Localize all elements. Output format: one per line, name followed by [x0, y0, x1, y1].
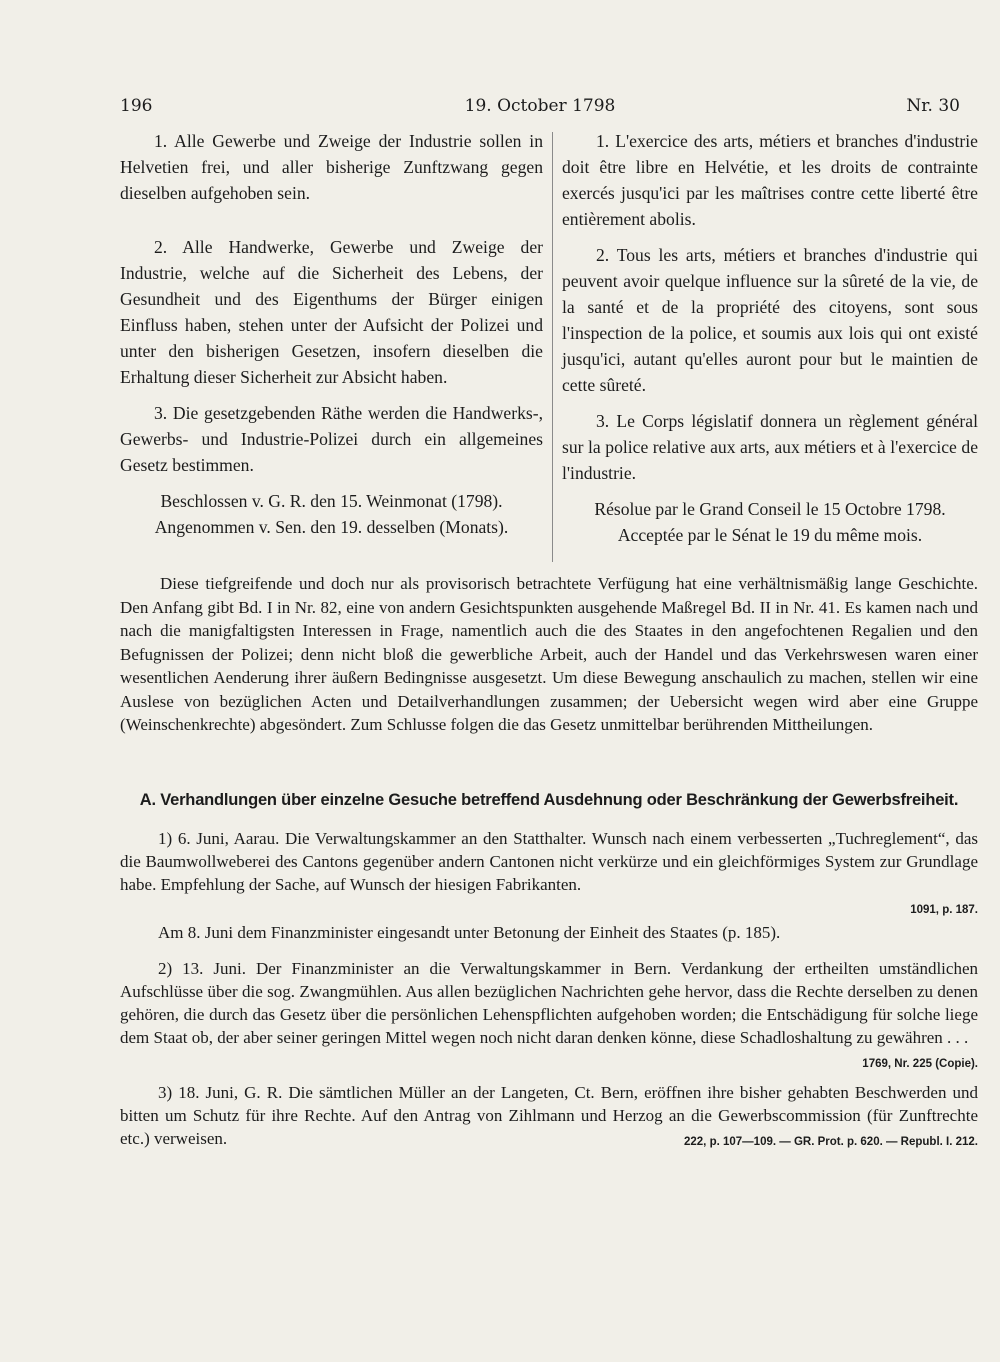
- french-column: [562, 128, 978, 548]
- header-date: 19. October 1798: [464, 96, 616, 116]
- entry-3-reference: 222, p. 107—109. — GR. Prot. p. 620. — Republ. I. 212.: [684, 1136, 978, 1148]
- entry-3-text: 3) 18. Juni, G. R. Die sämtlichen Müller an der Langeten, Ct. Bern, eröffnen ihre bisher gehabten Beschwerden und bitten um Schutz für ihre Rechte. Auf den Antrag von Zihlmann und Herzog an die Gewerbscommission (für Zunftrechte etc.) verweisen.: [120, 1083, 978, 1148]
- column-divider: [552, 132, 553, 562]
- entry-1-reference: 1091, p. 187.: [910, 904, 978, 916]
- german-article-2: 2. Alle Handwerke, Gewerbe und Zweige der Industrie, welche auf die Sicherheit des Lebens, der Gesundheit und des Eigenthums der Bürger einigen Einfluss haben, stehen unter der Aufsicht der Polizei und unter den bisherigen Gesetzen, insofern dieselben die Erhaltung dieser Sicherheit zur Absicht haben.: [120, 237, 543, 387]
- french-article-3: 3. Le Corps législatif donnera un règlement général sur la police relative aux arts, aux métiers et à l'exercice de l'industrie.: [562, 411, 978, 483]
- section-heading: A. Verhandlungen über einzelne Gesuche betreffend Ausdehnung oder Beschränkung der Gewerbsfreiheit.: [139, 791, 959, 809]
- running-header: [120, 96, 960, 122]
- german-resolution-line: Beschlossen v. G. R. den 15. Weinmonat (1798).: [160, 491, 503, 511]
- french-acceptance-line: Acceptée par le Sénat le 19 du même mois.: [617, 525, 923, 545]
- french-article-1: 1. L'exercice des arts, métiers et branches d'industrie doit être libre en Helvétie, et les droits de contrainte exercés jusqu'ici par les maîtrises contre cette liberté être entièrement abolis.: [562, 131, 978, 229]
- commentary-paragraph: Diese tiefgreifende und doch nur als provisorisch betrachtete Verfügung hat eine verhältnismäßig lange Geschichte. Den Anfang gibt Bd. I in Nr. 82, eine von andern Gesichtspunkten ausgehende Maßregel Bd. II in Nr. 41. Es kamen nach und nach die manigfaltigsten Interessen in Frage, namentlich auch die des Staates in den angefochtenen Regalien und den Befugnissen der Polizei; denn nicht bloß die gewerbliche Arbeit, auch der Handel und das Verkehrswesen waren einer wesentlichen Aenderung ihrer äußern Bedingnisse ausgesetzt. Um diese Bewegung anschaulich zu machen, stellen wir eine Auslese von bezüglichen Acten und Detailverhandlungen zusammen; der Uebersicht wegen wird aber eine Gruppe (Weinschenkrechte) abgesöndert. Zum Schlusse folgen die das Gesetz unmittelbar berührenden Mittheilungen.: [120, 574, 978, 734]
- entry-3: [120, 1081, 978, 1154]
- french-resolution-line: Résolue par le Grand Conseil le 15 Octobre 1798.: [594, 499, 946, 519]
- german-column: [120, 128, 543, 540]
- french-article-2: 2. Tous les arts, métiers et branches d'industrie qui peuvent avoir quelque influence sur la sûreté de la vie, de la santé et de la propriété des citoyens, sont sous l'inspection de la police, et soumis aux lois qui ont existé jusqu'ici, autant qu'elles auront pour but le maintien de cette sûreté.: [562, 245, 978, 395]
- entry-2-reference: 1769, Nr. 225 (Copie).: [862, 1058, 978, 1070]
- entry-1: [120, 827, 978, 922]
- page-number: 196: [120, 96, 153, 116]
- german-article-3: 3. Die gesetzgebenden Räthe werden die Handwerks-, Gewerbs- und Industrie-Polizei durch ein allgemeines Gesetz bestimmen.: [120, 403, 543, 475]
- entry-2-text: 2) 13. Juni. Der Finanzminister an die Verwaltungskammer in Bern. Verdankung der ertheilten umständlichen Aufschlüsse über die sog. Zwangmühlen. Aus allen bezüglichen Nachrichten gehe hervor, dass die Rechte derselben zu denen gehören, die durch das Gesetz über die persönlichen Lehenspflichten aufgehoben worden; die Entschädigung für solche liege dem Staat ob, der aber seiner geringen Mittel wegen noch nicht daran denken könne, diese Schadloshaltung zu gewähren . . .: [120, 959, 978, 1047]
- german-acceptance-line: Angenommen v. Sen. den 19. desselben (Monats).: [154, 517, 509, 537]
- entry-2: [120, 957, 978, 1076]
- entry-1-followup: Am 8. Juni dem Finanzminister eingesandt unter Betonung der Einheit des Staates (p. 185).: [158, 923, 781, 942]
- entry-1-text: 1) 6. Juni, Aarau. Die Verwaltungskammer an den Statthalter. Wunsch nach einem verbesserten „Tuchreglement“, das die Baumwollweberei des Cantons gegenüber andern Cantonen nicht verkürze und ein gleichförmiges System zur Grundlage habe. Empfehlung der Sache, auf Wunsch der hiesigen Fabrikanten.: [120, 829, 978, 894]
- german-article-1: 1. Alle Gewerbe und Zweige der Industrie sollen in Helvetien frei, und aller bisherige Zunftzwang gegen dieselben aufgehoben sein.: [120, 131, 543, 203]
- document-number: Nr. 30: [906, 96, 960, 116]
